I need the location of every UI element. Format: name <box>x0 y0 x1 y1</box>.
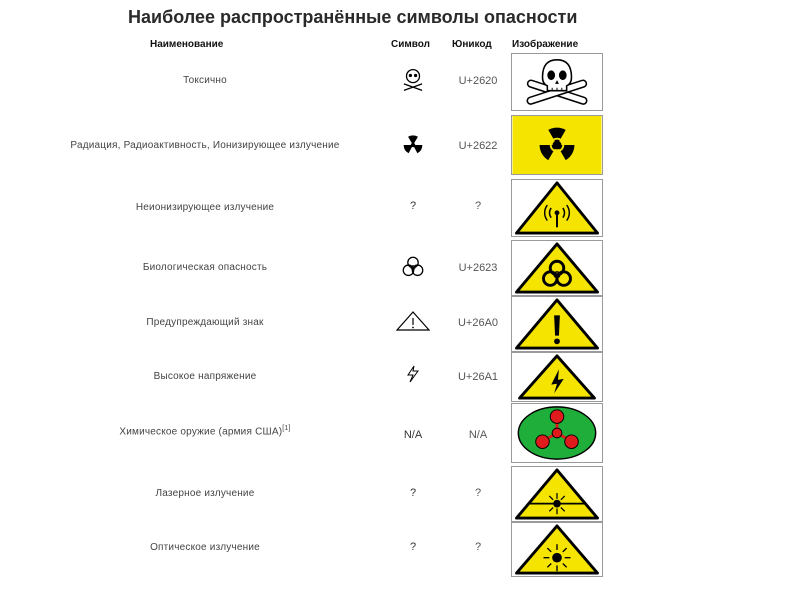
row-unicode: U+2623 <box>458 262 498 274</box>
non-ionizing-radiation-warning-icon <box>511 179 603 237</box>
row-name: Предупреждающий знак <box>146 317 264 328</box>
row-unicode: ? <box>474 541 482 553</box>
header-unicode: Юникод <box>452 39 492 50</box>
row-unicode: N/A <box>468 429 488 441</box>
table-row <box>0 53 800 109</box>
row-symbol: ? <box>409 487 417 499</box>
row-name: Биологическая опасность <box>142 262 268 273</box>
row-name: Лазерное излучение <box>155 488 255 499</box>
row-unicode: U+2622 <box>458 140 498 152</box>
laser-warning-icon <box>511 466 603 522</box>
row-name: Радиация, Радиоактивность, Ионизирующее излучение <box>70 140 340 151</box>
optical-radiation-warning-icon <box>511 522 603 577</box>
row-unicode: ? <box>474 200 482 212</box>
radiation-symbol-icon <box>396 134 430 156</box>
table-row <box>0 240 800 296</box>
warning-symbol-icon <box>396 311 430 331</box>
row-unicode: U+26A1 <box>457 371 499 383</box>
table-row <box>0 296 800 352</box>
lightning-symbol-icon <box>396 365 430 383</box>
row-unicode: U+2620 <box>458 75 498 87</box>
row-unicode: ? <box>474 487 482 499</box>
table-row <box>0 522 800 578</box>
row-name-text: Химическое оружие (армия США) <box>119 426 283 438</box>
row-name: Оптическое излучение <box>150 542 260 553</box>
page-title: Наиболее распространённые символы опасности <box>128 7 578 27</box>
row-symbol: ? <box>409 200 417 212</box>
header-image: Изображение <box>512 39 579 50</box>
row-symbol: N/A <box>403 429 423 441</box>
row-symbol: ? <box>409 541 417 553</box>
table-row <box>0 115 800 171</box>
biohazard-symbol-icon <box>396 254 430 280</box>
row-name: Высокое напряжение <box>153 371 257 382</box>
table-row <box>0 179 800 235</box>
row-name <box>20 423 390 438</box>
header-symbol: Символ <box>391 39 430 50</box>
biohazard-warning-icon <box>511 240 603 296</box>
table-row <box>0 403 800 461</box>
high-voltage-warning-icon <box>511 352 603 402</box>
radiation-trefoil-icon <box>511 115 603 175</box>
footnote-ref[interactable]: [1] <box>282 425 291 432</box>
row-name: Неионизирующее излучение <box>135 202 275 213</box>
skull-symbol-icon <box>396 67 430 93</box>
row-name: Токсично <box>183 75 227 86</box>
header-name: Наименование <box>150 39 224 50</box>
skull-and-crossbones-icon <box>511 53 603 111</box>
table-row <box>0 352 800 408</box>
chemical-weapon-icon <box>511 403 603 463</box>
table-row <box>0 466 800 522</box>
row-unicode: U+26A0 <box>457 317 499 329</box>
exclamation-warning-icon <box>511 296 603 352</box>
